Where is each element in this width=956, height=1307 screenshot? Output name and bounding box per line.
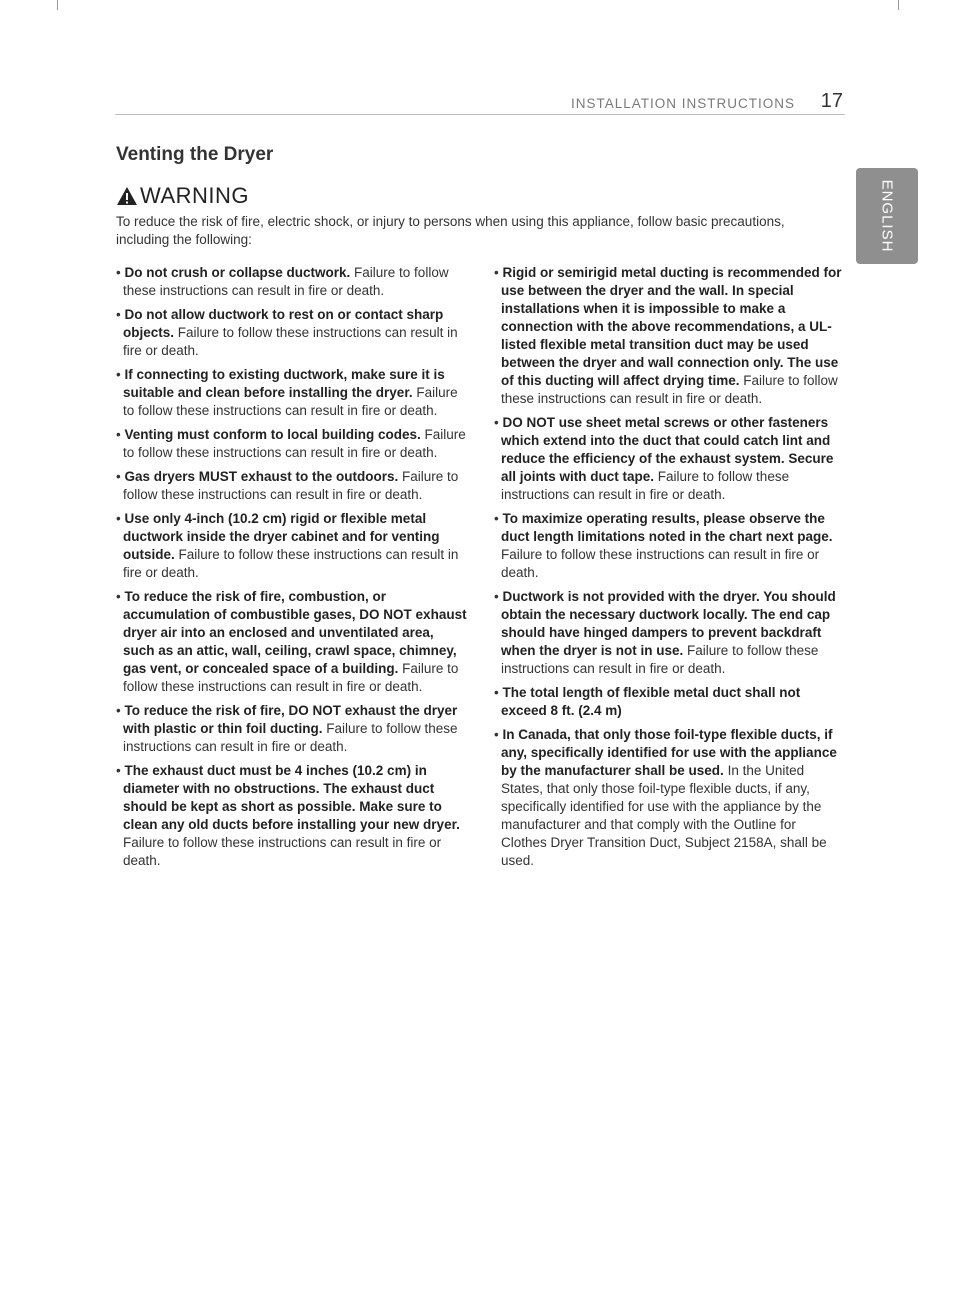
warning-item: • Rigid or semirigid metal ducting is recommended for use between the dryer and the wall. In special installations when it is impossible to make a connection with the above recommendations, a UL-listed flexible metal transition duct may be used between the dryer and wall connection only. The use of this ducting will affect drying time. Failure to follow these instructions can result in fire or death. [494, 265, 842, 406]
warning-item: • If connecting to existing ductwork, make sure it is suitable and clean before installing the dryer. Failure to follow these instructions can result in fire or death. [116, 367, 458, 418]
page-header [115, 88, 845, 115]
warning-item: • DO NOT use sheet metal screws or other fasteners which extend into the duct that could catch lint and reduce the efficiency of the exhaust system. Secure all joints with duct tape. Failure to follow these instructions can result in fire or death. [494, 415, 834, 502]
warning-item: • Venting must conform to local building codes. Failure to follow these instructions can result in fire or death. [116, 427, 466, 460]
page-number: 17 [820, 90, 843, 112]
warning-item: • To reduce the risk of fire, combustion, or accumulation of combustible gases, DO NOT exhaust dryer air into an enclosed and unventilated area, such as an attic, wall, ceiling, crawl space, chimney, gas vent, or concealed space of a building. Failure to follow these instructions can result in fire or death. [116, 589, 467, 694]
warning-intro: To reduce the risk of fire, electric shock, or injury to persons when using this appliance, follow basic precautions, including the following: [116, 214, 785, 247]
warning-triangle-icon [116, 186, 138, 206]
warning-item: • The total length of flexible metal duct shall not exceed 8 ft. (2.4 m) [494, 685, 801, 718]
right-column [494, 264, 844, 876]
warning-item: • Do not allow ductwork to rest on or contact sharp objects. Failure to follow these instructions can result in fire or death. [116, 307, 458, 358]
language-tab-label: ENGLISH [878, 179, 896, 253]
warning-heading [116, 183, 249, 209]
warning-item: • Use only 4-inch (10.2 cm) rigid or flexible metal ductwork inside the dryer cabinet and for venting outside. Failure to follow these instructions can result in fire or death. [116, 511, 459, 580]
section-title: Venting the Dryer [116, 144, 274, 165]
language-tab [856, 168, 918, 264]
warning-item: • Gas dryers MUST exhaust to the outdoors. Failure to follow these instructions can result in fire or death. [116, 469, 459, 502]
warning-item: • Do not crush or collapse ductwork. Failure to follow these instructions can result in fire or death. [116, 265, 449, 298]
warning-item: • The exhaust duct must be 4 inches (10.2 cm) in diameter with no obstructions. The exhaust duct should be kept as short as possible. Make sure to clean any old ducts before installing your new dryer. Failure to follow these instructions can result in fire or death. [116, 763, 460, 868]
left-column [116, 264, 468, 876]
warning-item: • Ductwork is not provided with the dryer. You should obtain the necessary ductwork locally. The end cap should have hinged dampers to prevent backdraft when the dryer is not in use. Failure to follow these instructions can result in fire or death. [494, 589, 836, 676]
header-title: INSTALLATION INSTRUCTIONS [570, 96, 795, 111]
warning-label: WARNING [140, 183, 250, 208]
crop-mark-left [57, 0, 58, 10]
warning-item: • To reduce the risk of fire, DO NOT exhaust the dryer with plastic or thin foil ducting. Failure to follow these instructions can result in fire or death. [116, 703, 458, 754]
warning-item: • In Canada, that only those foil-type flexible ducts, if any, specifically identified for use with the appliance by the manufacturer shall be used. In the United States, that only those foil-type flexible ducts, if any, specifically identified for use with the appliance by the manufacturer and that comply with the Outline for Clothes Dryer Transition Duct, Subject 2158A, shall be used. [494, 727, 837, 868]
crop-mark-right [898, 0, 899, 10]
warning-item: • To maximize operating results, please observe the duct length limitations noted in the chart next page. Failure to follow these instructions can result in fire or death. [494, 511, 833, 580]
